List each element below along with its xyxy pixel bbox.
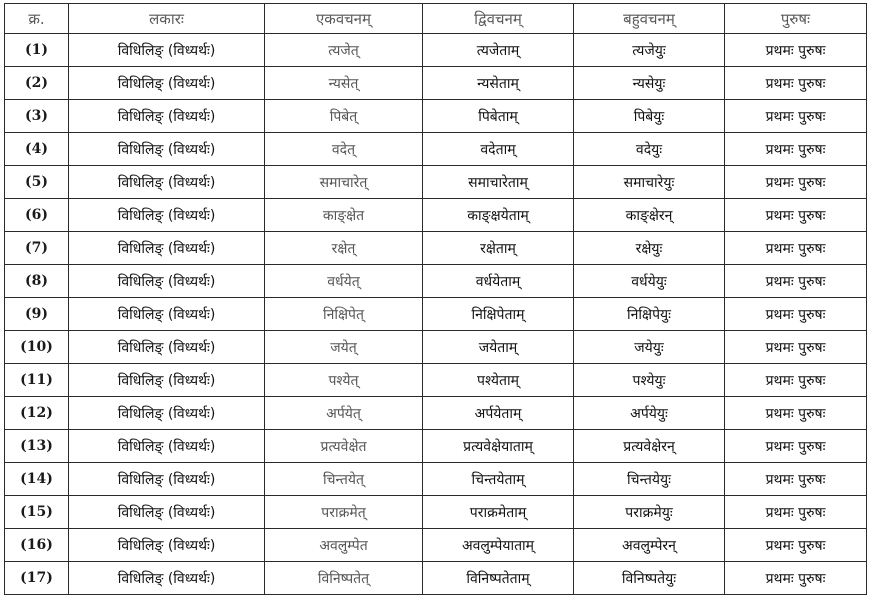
row-bahuvachanam: न्यसेयुः xyxy=(574,67,725,100)
row-lakar: विधिलिङ् (विध्यर्थः) xyxy=(69,562,265,595)
row-purush: प्रथमः पुरुषः xyxy=(725,364,867,397)
row-purush: प्रथमः पुरुषः xyxy=(725,100,867,133)
row-purush: प्रथमः पुरुषः xyxy=(725,265,867,298)
row-dvivachanam: वदेताम् xyxy=(423,133,574,166)
table-row xyxy=(5,331,867,364)
header-lakar: लकारः xyxy=(69,4,265,34)
row-lakar: विधिलिङ् (विध्यर्थः) xyxy=(69,364,265,397)
table-header xyxy=(5,4,867,34)
table-row xyxy=(5,430,867,463)
conjugation-table xyxy=(4,3,867,595)
row-number: (7) xyxy=(5,232,69,265)
row-number: (13) xyxy=(5,430,69,463)
table-row xyxy=(5,529,867,562)
row-purush: प्रथमः पुरुषः xyxy=(725,562,867,595)
row-dvivachanam: निक्षिपेताम् xyxy=(423,298,574,331)
row-lakar: विधिलिङ् (विध्यर्थः) xyxy=(69,232,265,265)
table-row xyxy=(5,562,867,595)
row-purush: प्रथमः पुरुषः xyxy=(725,133,867,166)
row-purush: प्रथमः पुरुषः xyxy=(725,232,867,265)
table-row xyxy=(5,496,867,529)
row-purush: प्रथमः पुरुषः xyxy=(725,430,867,463)
row-purush: प्रथमः पुरुषः xyxy=(725,331,867,364)
row-lakar: विधिलिङ् (विध्यर्थः) xyxy=(69,529,265,562)
row-ekavachanam: वदेत् xyxy=(265,133,423,166)
table-body xyxy=(5,34,867,595)
row-lakar: विधिलिङ् (विध्यर्थः) xyxy=(69,463,265,496)
row-ekavachanam: जयेत् xyxy=(265,331,423,364)
row-dvivachanam: काङ्क्षयेताम् xyxy=(423,199,574,232)
row-number: (9) xyxy=(5,298,69,331)
row-number: (17) xyxy=(5,562,69,595)
table-row xyxy=(5,232,867,265)
row-number: (2) xyxy=(5,67,69,100)
row-purush: प्रथमः पुरुषः xyxy=(725,496,867,529)
table-row xyxy=(5,265,867,298)
header-bahuvachanam: बहुवचनम् xyxy=(574,4,725,34)
row-dvivachanam: पराक्रमेताम् xyxy=(423,496,574,529)
row-bahuvachanam: पराक्रमेयुः xyxy=(574,496,725,529)
row-lakar: विधिलिङ् (विध्यर्थः) xyxy=(69,430,265,463)
table-row xyxy=(5,34,867,67)
row-purush: प्रथमः पुरुषः xyxy=(725,199,867,232)
row-lakar: विधिलिङ् (विध्यर्थः) xyxy=(69,133,265,166)
row-dvivachanam: समाचारेताम् xyxy=(423,166,574,199)
table-row xyxy=(5,397,867,430)
row-bahuvachanam: वदेयुः xyxy=(574,133,725,166)
row-ekavachanam: निक्षिपेत् xyxy=(265,298,423,331)
row-lakar: विधिलिङ् (विध्यर्थः) xyxy=(69,199,265,232)
row-dvivachanam: रक्षेताम् xyxy=(423,232,574,265)
header-ekavachanam: एकवचनम् xyxy=(265,4,423,34)
row-ekavachanam: समाचारेत् xyxy=(265,166,423,199)
row-dvivachanam: पश्येताम् xyxy=(423,364,574,397)
row-dvivachanam: अर्पयेताम् xyxy=(423,397,574,430)
row-purush: प्रथमः पुरुषः xyxy=(725,67,867,100)
row-ekavachanam: वर्धयेत् xyxy=(265,265,423,298)
row-number: (15) xyxy=(5,496,69,529)
row-bahuvachanam: निक्षिपेयुः xyxy=(574,298,725,331)
row-bahuvachanam: चिन्तयेयुः xyxy=(574,463,725,496)
row-ekavachanam: अर्पयेत् xyxy=(265,397,423,430)
row-purush: प्रथमः पुरुषः xyxy=(725,463,867,496)
row-bahuvachanam: रक्षेयुः xyxy=(574,232,725,265)
header-dvivachanam: द्विवचनम् xyxy=(423,4,574,34)
row-bahuvachanam: जयेयुः xyxy=(574,331,725,364)
row-dvivachanam: वर्धयेताम् xyxy=(423,265,574,298)
row-dvivachanam: विनिष्पतेताम् xyxy=(423,562,574,595)
row-number: (10) xyxy=(5,331,69,364)
row-number: (11) xyxy=(5,364,69,397)
row-lakar: विधिलिङ् (विध्यर्थः) xyxy=(69,265,265,298)
row-lakar: विधिलिङ् (विध्यर्थः) xyxy=(69,67,265,100)
row-bahuvachanam: अर्पयेयुः xyxy=(574,397,725,430)
row-lakar: विधिलिङ् (विध्यर्थः) xyxy=(69,496,265,529)
row-ekavachanam: प्रत्यवेक्षेत xyxy=(265,430,423,463)
row-purush: प्रथमः पुरुषः xyxy=(725,34,867,67)
row-dvivachanam: प्रत्यवेक्षेयाताम् xyxy=(423,430,574,463)
table-row xyxy=(5,133,867,166)
row-bahuvachanam: समाचारेयुः xyxy=(574,166,725,199)
row-ekavachanam: अवलुम्पेत xyxy=(265,529,423,562)
row-number: (6) xyxy=(5,199,69,232)
row-ekavachanam: चिन्तयेत् xyxy=(265,463,423,496)
row-bahuvachanam: त्यजेयुः xyxy=(574,34,725,67)
table-row xyxy=(5,364,867,397)
row-dvivachanam: चिन्तयेताम् xyxy=(423,463,574,496)
row-number: (8) xyxy=(5,265,69,298)
row-bahuvachanam: वर्धयेयुः xyxy=(574,265,725,298)
table-row xyxy=(5,166,867,199)
row-number: (14) xyxy=(5,463,69,496)
table-row xyxy=(5,199,867,232)
table-row xyxy=(5,67,867,100)
header-row xyxy=(5,4,867,34)
row-ekavachanam: पराक्रमेत् xyxy=(265,496,423,529)
row-number: (5) xyxy=(5,166,69,199)
row-number: (16) xyxy=(5,529,69,562)
row-bahuvachanam: विनिष्पतेयुः xyxy=(574,562,725,595)
row-bahuvachanam: प्रत्यवेक्षेरन् xyxy=(574,430,725,463)
row-purush: प्रथमः पुरुषः xyxy=(725,166,867,199)
row-lakar: विधिलिङ् (विध्यर्थः) xyxy=(69,298,265,331)
row-number: (1) xyxy=(5,34,69,67)
row-ekavachanam: त्यजेत् xyxy=(265,34,423,67)
row-purush: प्रथमः पुरुषः xyxy=(725,529,867,562)
table-row xyxy=(5,100,867,133)
row-bahuvachanam: अवलुम्पेरन् xyxy=(574,529,725,562)
row-dvivachanam: अवलुम्पेयाताम् xyxy=(423,529,574,562)
row-lakar: विधिलिङ् (विध्यर्थः) xyxy=(69,100,265,133)
header-number: क्र. xyxy=(5,4,69,34)
row-dvivachanam: न्यसेताम् xyxy=(423,67,574,100)
row-purush: प्रथमः पुरुषः xyxy=(725,397,867,430)
row-ekavachanam: पश्येत् xyxy=(265,364,423,397)
row-bahuvachanam: पश्येयुः xyxy=(574,364,725,397)
row-lakar: विधिलिङ् (विध्यर्थः) xyxy=(69,166,265,199)
header-purush: पुरुषः xyxy=(725,4,867,34)
row-bahuvachanam: काङ्क्षेरन् xyxy=(574,199,725,232)
row-ekavachanam: काङ्क्षेत xyxy=(265,199,423,232)
table-row xyxy=(5,463,867,496)
row-number: (3) xyxy=(5,100,69,133)
table-row xyxy=(5,298,867,331)
row-ekavachanam: विनिष्पतेत् xyxy=(265,562,423,595)
row-lakar: विधिलिङ् (विध्यर्थः) xyxy=(69,34,265,67)
row-bahuvachanam: पिबेयुः xyxy=(574,100,725,133)
row-lakar: विधिलिङ् (विध्यर्थः) xyxy=(69,397,265,430)
row-dvivachanam: त्यजेताम् xyxy=(423,34,574,67)
row-dvivachanam: जयेताम् xyxy=(423,331,574,364)
row-number: (4) xyxy=(5,133,69,166)
row-purush: प्रथमः पुरुषः xyxy=(725,298,867,331)
row-ekavachanam: न्यसेत् xyxy=(265,67,423,100)
row-dvivachanam: पिबेताम् xyxy=(423,100,574,133)
conjugation-table-sheet xyxy=(4,3,866,590)
row-number: (12) xyxy=(5,397,69,430)
row-lakar: विधिलिङ् (विध्यर्थः) xyxy=(69,331,265,364)
row-ekavachanam: पिबेत् xyxy=(265,100,423,133)
row-ekavachanam: रक्षेत् xyxy=(265,232,423,265)
